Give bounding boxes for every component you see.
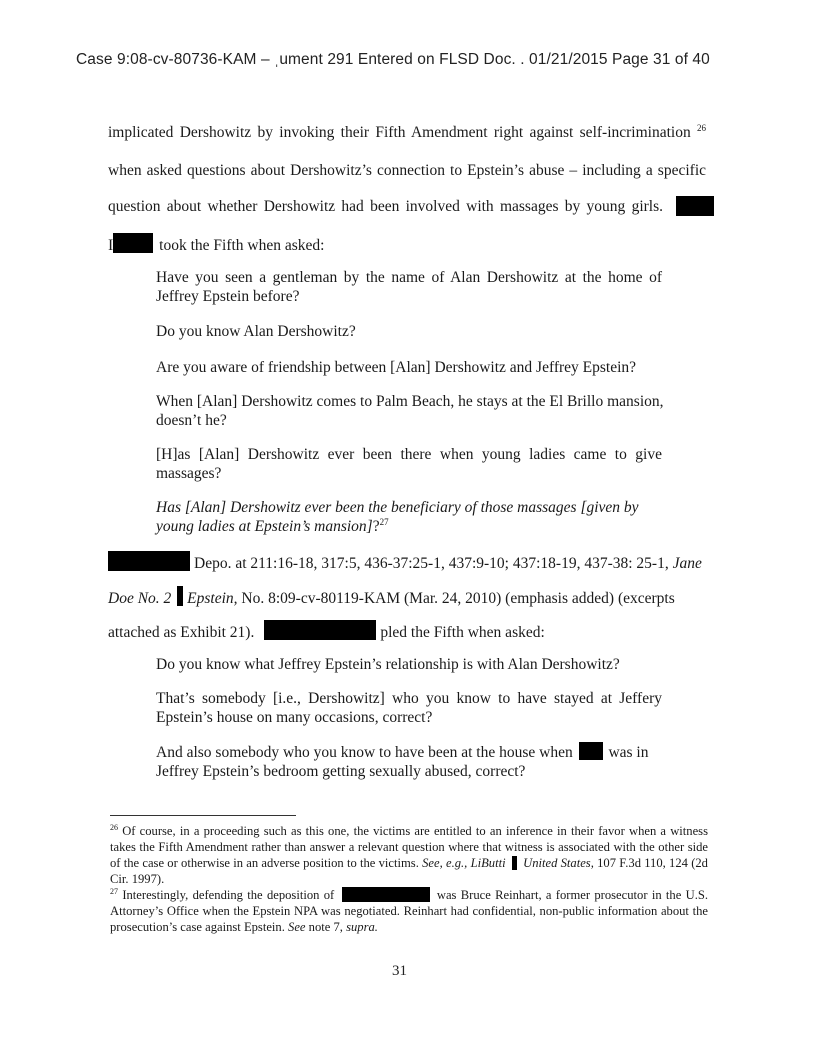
quote-3: Are you aware of friendship between [Alan] Dershowitz and Jeffrey Epstein?: [156, 359, 637, 376]
redaction-block: [676, 196, 714, 216]
footnote-27: $^{27}$ Interestingly, defending the deposition of was Bruce Reinhart, a former prosecutor in the U.S. Attorney’s Office when the Epstein NPA was negotiated. Reinhart had confidential, non-public information about the prosecution’s case against Epstein. See note 7, supra.: [110, 887, 709, 934]
redaction-block: [579, 742, 603, 760]
footnote-26: $^{26}$ Of course, in a proceeding such as this one, the victims are entitled to an inference in their favor when a witness takes the Fifth Amendment rather than answer a relevant question where that witness is associated with the other side of the case or otherwise in an adverse position to the victims. See, e.g., LiButti United States, 107 F.3d 110, 124 (2d Cir. 1997).: [110, 823, 708, 886]
redaction-block: [177, 586, 183, 606]
redaction-block: [264, 620, 376, 640]
quote-1: Have you seen a gentleman by the name of Alan Dershowitz at the home of Jeffrey Epstein before?: [156, 269, 662, 305]
redaction-block: [113, 233, 153, 253]
case-header: Case 9:08-cv-80736-KAM – ˌument 291 Entered on FLSD Doc. . 01/21/2015 Page 31 of 40: [76, 51, 710, 68]
page-number: 31: [392, 963, 407, 979]
redaction-block: [342, 887, 430, 902]
quote-7: Do you know what Jeffrey Epstein’s relationship is with Alan Dershowitz?: [156, 656, 620, 673]
body-line-2: when asked questions about Dershowitz’s connection to Epstein’s abuse – including a specific: [108, 162, 706, 179]
citation-line-3: attached as Exhibit 21). pled the Fifth when asked:: [108, 620, 545, 642]
footnote-ref-27[interactable]: 27: [379, 517, 389, 527]
quote-9: And also somebody who you know to have been at the house when was in Jeffrey Epstein’s bedroom getting sexually abused, correct?: [156, 744, 649, 780]
body-line-3: question about whether Dershowitz had been involved with massages by young girls.: [108, 198, 708, 216]
redaction-block: [108, 551, 190, 571]
citation-line-2: Doe No. 2 Epstein, No. 8:09-cv-80119-KAM (Mar. 24, 2010) (emphasis added) (excerpts: [108, 586, 708, 608]
footnote-rule: [110, 815, 296, 816]
body-line-4: I took the Fifth when asked:: [108, 233, 324, 255]
quote-5: [H]as [Alan] Dershowitz ever been there when young ladies came to give massages?: [156, 446, 662, 482]
citation-line-1: Depo. at 211:16-18, 317:5, 436-37:25-1, 437:9-10; 437:18-19, 437-38: 25-1, Jane: [108, 551, 708, 573]
quote-6-emphasis: Has [Alan] Dershowitz ever been the beneficiary of those massages [given by young ladies at Epstein’s mansion]?$^{27}$: [156, 499, 639, 535]
redaction-block: [512, 856, 517, 870]
quote-2: Do you know Alan Dershowitz?: [156, 323, 356, 340]
footnote-ref-26[interactable]: 26: [697, 123, 706, 133]
quote-4: When [Alan] Dershowitz comes to Palm Beach, he stays at the El Brillo mansion, doesn’t he?: [156, 393, 664, 429]
body-line-1: implicated Dershowitz by invoking their Fifth Amendment right against self-incrimination $^{26}$: [108, 123, 706, 141]
quote-8: That’s somebody [i.e., Dershowitz] who you know to have stayed at Jeffery Epstein’s house on many occasions, correct?: [156, 690, 662, 726]
